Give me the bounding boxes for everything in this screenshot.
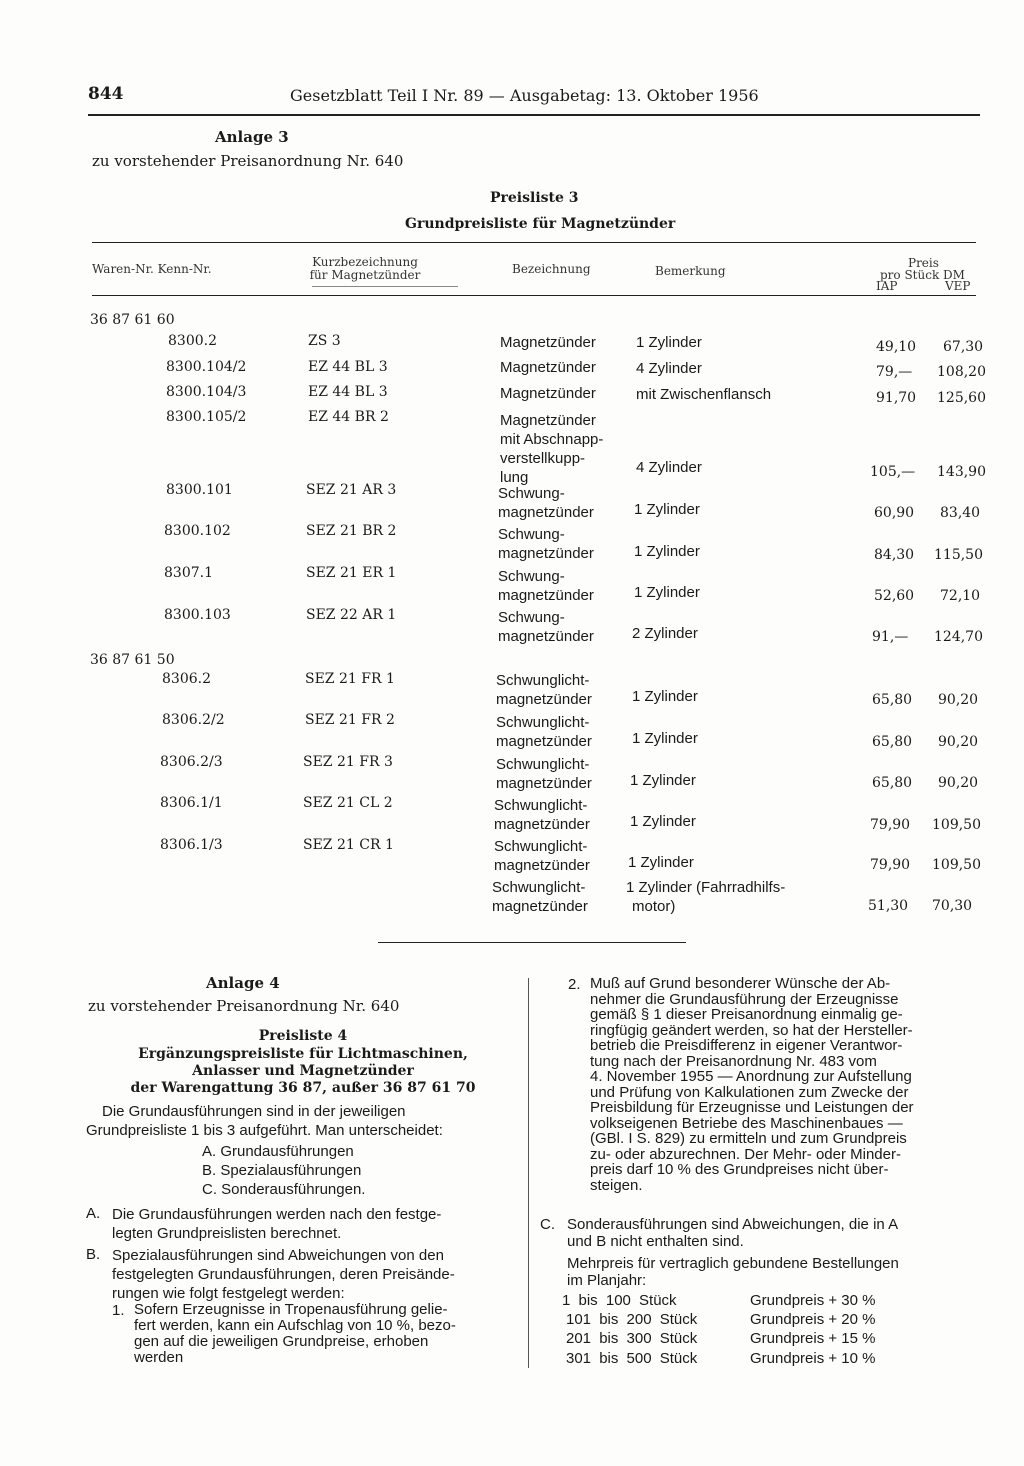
row-vep: 83,40 bbox=[940, 505, 981, 521]
item-line: tung nach der Preisanordnung Nr. 483 vom bbox=[590, 1052, 877, 1070]
row-kenn: 8300.101 bbox=[166, 482, 233, 498]
row-kenn: 8306.1/3 bbox=[160, 837, 223, 853]
row-kurz: EZ 44 BR 2 bbox=[308, 409, 389, 425]
heading-line: der Warengattung 36 87, außer 36 87 61 70 bbox=[130, 1080, 476, 1096]
row-bez bbox=[498, 567, 594, 605]
page-header-title: Gesetzblatt Teil I Nr. 89 — Ausgabetag: 13. Oktober 1956 bbox=[290, 86, 759, 105]
header-bemerkung: Bemerkung bbox=[655, 264, 726, 278]
header-preis: Preis bbox=[908, 256, 939, 270]
header-bezeichnung: Bezeichnung bbox=[512, 262, 591, 276]
row-iap: 60,90 bbox=[874, 505, 915, 521]
item-line: betrieb die Preisdifferenz in eigener Verantwor- bbox=[590, 1037, 903, 1054]
item-line: preis darf 10 % des Grundpreises nicht über- bbox=[590, 1161, 889, 1178]
row-kenn: 8300.102 bbox=[164, 523, 231, 539]
heading-line: Ergänzungspreisliste für Lichtmaschinen, bbox=[138, 1046, 468, 1062]
row-bez-line: magnetzünder bbox=[498, 545, 594, 562]
header-kurz-2: für Magnetzünder bbox=[309, 268, 421, 282]
row-bez: Magnetzünder bbox=[500, 359, 596, 376]
row-bem: 1 Zylinder bbox=[632, 688, 698, 705]
row-iap: 84,30 bbox=[874, 547, 915, 563]
item-line: Preisbildung für Erzeugnisse und Leistungen der bbox=[590, 1099, 914, 1116]
row-bez bbox=[494, 837, 590, 875]
preisliste4-title: Preisliste 4 bbox=[258, 1028, 348, 1044]
group-label-1: 36 87 61 60 bbox=[90, 312, 175, 328]
row-iap: 91,— bbox=[872, 629, 909, 645]
row-bem-line: 1 Zylinder (Fahrradhilfs- bbox=[626, 879, 786, 896]
row-bem: 1 Zylinder bbox=[630, 772, 696, 789]
row-kurz: ZS 3 bbox=[308, 333, 341, 349]
row-bez-line: lung bbox=[500, 469, 529, 486]
row-bem: 2 Zylinder bbox=[632, 625, 698, 642]
row-bez-line: magnetzünder bbox=[496, 691, 592, 708]
row-iap: 79,— bbox=[876, 364, 913, 380]
row-iap: 51,30 bbox=[868, 898, 909, 914]
item-line: steigen. bbox=[590, 1176, 643, 1194]
para-line: und B nicht enthalten sind. bbox=[567, 1233, 744, 1250]
surcharge-price: Grundpreis + 20 % bbox=[750, 1311, 876, 1328]
row-kurz: SEZ 21 FR 3 bbox=[303, 754, 393, 770]
item-2-label: 2. bbox=[568, 976, 581, 993]
para-line: im Planjahr: bbox=[567, 1272, 647, 1289]
row-bez-line: Schwung- bbox=[498, 485, 565, 502]
row-bez bbox=[496, 713, 592, 751]
row-vep: 109,50 bbox=[932, 857, 981, 873]
row-bez-line: magnetzünder bbox=[498, 628, 594, 645]
row-kurz: SEZ 21 ER 1 bbox=[306, 565, 397, 581]
preisliste4-heading bbox=[88, 1046, 518, 1097]
para-line: Die Grundausführungen werden nach den festge- bbox=[112, 1206, 442, 1223]
row-kurz: SEZ 21 CL 2 bbox=[303, 795, 393, 811]
item-line: volkseigenen Betriebe des Maschinenbaues — bbox=[590, 1114, 903, 1132]
surcharge-price: Grundpreis + 30 % bbox=[750, 1292, 876, 1309]
heading-line: Anlasser und Magnetzünder bbox=[192, 1063, 414, 1079]
row-vep: 115,50 bbox=[934, 547, 983, 563]
row-bem: 1 Zylinder bbox=[634, 543, 700, 560]
para-a bbox=[112, 1205, 441, 1243]
surcharge-range: 201 bis 300 Stück bbox=[566, 1330, 698, 1347]
row-bez bbox=[498, 484, 594, 522]
item-2 bbox=[590, 976, 914, 1193]
row-vep: 90,20 bbox=[938, 775, 979, 791]
row-bez-line: Schwung- bbox=[498, 526, 565, 543]
para-line: Spezialausführungen sind Abweichungen von den bbox=[112, 1247, 444, 1264]
row-bez bbox=[492, 878, 588, 916]
intro-line: Grundpreisliste 1 bis 3 aufgeführt. Man unterscheidet: bbox=[86, 1122, 443, 1139]
row-bez-line: Schwunglicht- bbox=[492, 879, 586, 896]
row-kenn: 8306.1/1 bbox=[160, 795, 223, 811]
row-kenn: 8306.2/3 bbox=[160, 754, 223, 770]
anlage3-subtitle: zu vorstehender Preisanordnung Nr. 640 bbox=[92, 152, 404, 170]
row-vep: 70,30 bbox=[932, 898, 973, 914]
row-vep: 108,20 bbox=[937, 364, 986, 380]
header-kurz-underline bbox=[312, 286, 458, 287]
row-bez bbox=[494, 796, 590, 834]
table-header-rule bbox=[92, 295, 976, 296]
row-vep: 90,20 bbox=[938, 692, 979, 708]
category-item: A. Grundausführungen bbox=[202, 1143, 354, 1160]
anlage4-title: Anlage 4 bbox=[206, 974, 280, 992]
row-iap: 65,80 bbox=[872, 692, 913, 708]
para-c-label: C. bbox=[540, 1216, 555, 1233]
item-line: und Prüfung von Kalkulationen zum Zwecke der bbox=[590, 1083, 909, 1101]
row-kurz: SEZ 21 AR 3 bbox=[306, 482, 397, 498]
row-kurz: EZ 44 BL 3 bbox=[308, 384, 388, 400]
row-vep: 124,70 bbox=[934, 629, 983, 645]
header-vep: VEP bbox=[945, 279, 971, 293]
row-kurz: SEZ 21 BR 2 bbox=[306, 523, 397, 539]
row-kenn: 8307.1 bbox=[164, 565, 213, 581]
row-bez-line: magnetzünder bbox=[498, 504, 594, 521]
row-bez-line: Schwunglicht- bbox=[494, 797, 588, 814]
item-line: 4. November 1955 — Anordnung zur Aufstellung bbox=[590, 1068, 912, 1085]
intro-line: Die Grundausführungen sind in der jeweiligen bbox=[102, 1103, 406, 1120]
row-kenn: 8306.2/2 bbox=[162, 712, 225, 728]
para-line: rungen wie folgt festgelegt werden: bbox=[112, 1285, 345, 1302]
row-bez: Magnetzünder bbox=[500, 385, 596, 402]
anlage3-title: Anlage 3 bbox=[215, 128, 289, 146]
row-kurz: SEZ 21 FR 2 bbox=[305, 712, 395, 728]
item-line: gemäß § 1 dieser Preisanordnung einmalig ge- bbox=[590, 1006, 903, 1023]
surcharge-price: Grundpreis + 15 % bbox=[750, 1330, 876, 1347]
header-waren-kenn: Waren-Nr. Kenn-Nr. bbox=[92, 262, 212, 276]
row-bem-line: motor) bbox=[632, 898, 676, 915]
row-kurz: SEZ 21 FR 1 bbox=[305, 671, 395, 687]
para-b bbox=[112, 1246, 455, 1303]
row-bem: 4 Zylinder bbox=[636, 459, 702, 476]
item-line: zu- oder abzurechnen. Der Mehr- oder Minder- bbox=[590, 1145, 901, 1163]
para-line: Mehrpreis für vertraglich gebundene Bestellungen bbox=[567, 1255, 899, 1272]
item-line: fert werden, kann ein Aufschlag von 10 %, bezo- bbox=[134, 1317, 456, 1334]
item-line: Muß auf Grund besonderer Wünsche der Ab- bbox=[590, 975, 891, 992]
row-bez-line: magnetzünder bbox=[498, 587, 594, 604]
row-kenn: 8300.103 bbox=[164, 607, 231, 623]
anlage4-subtitle: zu vorstehender Preisanordnung Nr. 640 bbox=[88, 997, 400, 1015]
row-vep: 90,20 bbox=[938, 734, 979, 750]
category-item: C. Sonderausführungen. bbox=[202, 1181, 366, 1198]
row-iap: 65,80 bbox=[872, 734, 913, 750]
row-bez-line: verstellkupp- bbox=[500, 450, 586, 467]
para-line: legten Grundpreislisten berechnet. bbox=[112, 1225, 342, 1242]
row-iap: 91,70 bbox=[876, 390, 917, 406]
header-kurz-1: Kurzbezeichnung bbox=[312, 255, 418, 269]
item-1 bbox=[134, 1302, 456, 1366]
row-vep: 125,60 bbox=[937, 390, 986, 406]
row-bez-line: Schwunglicht- bbox=[496, 714, 590, 731]
surcharge-range: 301 bis 500 Stück bbox=[566, 1350, 698, 1367]
surcharge-range: 101 bis 200 Stück bbox=[566, 1311, 698, 1328]
row-kenn: 8300.104/3 bbox=[166, 384, 247, 400]
row-kenn: 8300.104/2 bbox=[166, 359, 247, 375]
para-line: Sonderausführungen sind Abweichungen, die in A bbox=[567, 1216, 899, 1233]
row-bez-line: Schwunglicht- bbox=[496, 672, 590, 689]
column-divider bbox=[528, 978, 529, 1368]
item-line: gen auf die jeweiligen Grundpreise, erhoben bbox=[134, 1333, 429, 1350]
intro-paragraph bbox=[86, 1102, 443, 1140]
row-bez-line: magnetzünder bbox=[494, 816, 590, 833]
section-divider bbox=[378, 942, 686, 943]
mehrpreis-text bbox=[567, 1255, 899, 1289]
row-bem: 4 Zylinder bbox=[636, 360, 702, 377]
item-line: nehmer die Grundausführung der Erzeugnisse bbox=[590, 990, 899, 1008]
item-1-label: 1. bbox=[112, 1302, 125, 1319]
row-bez bbox=[496, 671, 592, 709]
row-bez bbox=[498, 525, 594, 563]
preisliste3-subtitle: Grundpreisliste für Magnetzünder bbox=[405, 216, 676, 232]
row-kurz: SEZ 21 CR 1 bbox=[303, 837, 394, 853]
row-kurz: SEZ 22 AR 1 bbox=[306, 607, 397, 623]
para-line: festgelegten Grundausführungen, deren Preisände- bbox=[112, 1266, 455, 1283]
row-iap: 79,90 bbox=[870, 817, 911, 833]
row-bez-line: magnetzünder bbox=[492, 898, 588, 915]
row-vep: 143,90 bbox=[937, 464, 986, 480]
row-bez-line: magnetzünder bbox=[496, 733, 592, 750]
row-bez-line: Schwung- bbox=[498, 568, 565, 585]
header-iap: IAP bbox=[876, 279, 898, 293]
row-bem: 1 Zylinder bbox=[632, 730, 698, 747]
row-iap: 49,10 bbox=[876, 339, 917, 355]
para-c bbox=[567, 1216, 898, 1250]
row-vep: 67,30 bbox=[943, 339, 984, 355]
category-item: B. Spezialausführungen bbox=[202, 1162, 362, 1179]
row-vep: 109,50 bbox=[932, 817, 981, 833]
row-bem: 1 Zylinder bbox=[630, 813, 696, 830]
row-bez: Magnetzünder bbox=[500, 334, 596, 351]
row-bem: 1 Zylinder bbox=[628, 854, 694, 871]
row-bez-line: magnetzünder bbox=[496, 775, 592, 792]
row-bez-line: Schwunglicht- bbox=[494, 838, 588, 855]
row-bez-line: Schwung- bbox=[498, 609, 565, 626]
row-bez-line: Schwunglicht- bbox=[496, 756, 590, 773]
item-line: werden bbox=[134, 1349, 184, 1366]
row-bem: 1 Zylinder bbox=[636, 334, 702, 351]
row-bez-line: Magnetzünder bbox=[500, 412, 596, 429]
surcharge-price: Grundpreis + 10 % bbox=[750, 1350, 876, 1367]
surcharge-range: 1 bis 100 Stück bbox=[562, 1292, 677, 1309]
table-top-rule bbox=[92, 242, 976, 243]
row-kenn: 8300.2 bbox=[168, 333, 217, 349]
page-number: 844 bbox=[88, 84, 124, 104]
row-bez-line: mit Abschnapp- bbox=[500, 431, 604, 448]
row-kenn: 8300.105/2 bbox=[166, 409, 247, 425]
group-label-2: 36 87 61 50 bbox=[90, 652, 175, 668]
row-bez bbox=[500, 411, 603, 487]
row-bem: 1 Zylinder bbox=[634, 584, 700, 601]
header-pro-stueck: pro Stück DM bbox=[880, 268, 965, 282]
row-bem: mit Zwischenflansch bbox=[636, 386, 772, 403]
row-iap: 105,— bbox=[870, 464, 916, 480]
row-kurz: EZ 44 BL 3 bbox=[308, 359, 388, 375]
row-bem: 1 Zylinder bbox=[634, 501, 700, 518]
row-iap: 79,90 bbox=[870, 857, 911, 873]
row-bez bbox=[498, 608, 594, 646]
para-a-label: A. bbox=[86, 1205, 101, 1222]
category-list bbox=[202, 1142, 365, 1199]
row-vep: 72,10 bbox=[940, 588, 981, 604]
row-bez-line: magnetzünder bbox=[494, 857, 590, 874]
row-iap: 52,60 bbox=[874, 588, 915, 604]
header-rule bbox=[88, 114, 980, 116]
item-line: ringfügig geändert werden, so hat der Hersteller- bbox=[590, 1021, 913, 1039]
item-line: Sofern Erzeugnisse in Tropenausführung gelie- bbox=[134, 1301, 448, 1318]
preisliste3-title: Preisliste 3 bbox=[490, 190, 579, 206]
row-bez bbox=[496, 755, 592, 793]
row-kenn: 8306.2 bbox=[162, 671, 211, 687]
item-line: (GBl. I S. 829) zu ermitteln und zum Grundpreis bbox=[590, 1130, 907, 1147]
row-bem bbox=[626, 878, 785, 916]
para-b-label: B. bbox=[86, 1246, 101, 1263]
row-iap: 65,80 bbox=[872, 775, 913, 791]
